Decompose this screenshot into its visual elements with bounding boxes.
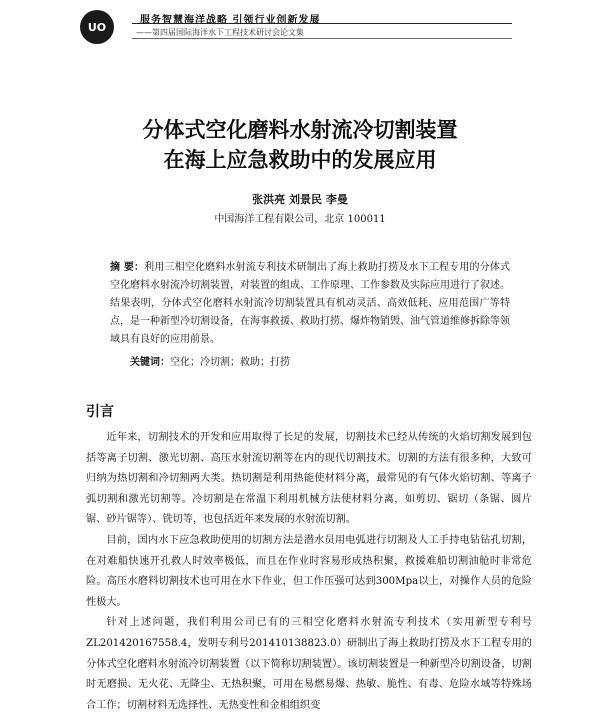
keywords: [130, 353, 290, 368]
paragraph: 针对上述问题，我们利用公司已有的三相空化磨料水射流专利技术（实用新型专利号ZL201420167558.4，发明专利号201410138823.0）研制出了海上救助打捞及水下工程专用的分体式空化磨料水射流冷切割装置（以下简称切割装置）。该切割装置是一种新型冷切割设备，切割时无磨损、无火花、无降尘、无热积聚，可用在易燃易爆、热敏、脆性、有毒、危险水域等特殊场合工作；切割材料无选择性、无热变性和金相组织变: [86, 617, 532, 711]
keywords-text: 空化；冷切割；救助；打捞: [170, 357, 290, 368]
body-text: [86, 428, 532, 716]
header-proceedings: ——第四届国际海洋水下工程技术研讨会论文集: [136, 28, 304, 37]
abstract: [110, 259, 510, 349]
header-rule-top: [132, 23, 512, 24]
keywords-label: 关键词：: [130, 357, 170, 368]
abstract-text: 利用三相空化磨料水射流专利技术研制出了海上救助打捞及水下工程专用的分体式空化磨料水射流冷切割装置，对装置的组成、工作原理、工作参数及实际应用进行了叙述。结果表明，分体式空化磨料水射流冷切割装置具有机动灵活、高效低耗、应用范围广等特点，是一种新型冷切割设备，在海事救援、救助打捞、爆炸物销毁、油气管道维修拆除等领域具有良好的应用前景。: [110, 262, 511, 345]
affiliation: 中国海洋工程有限公司，北京 100011: [214, 214, 386, 225]
paper-title-line1: 分体式空化磨料水射流冷切割装置: [142, 118, 458, 142]
header-rule-bottom: [132, 38, 512, 39]
paper-title-line2: 在海上应急救助中的发展应用: [163, 148, 437, 172]
paragraph: 目前，国内水下应急救助使用的切割方法是潜水员用电弧进行切割及人工手持电钻钻孔切割，在对难船快速开孔救人时效率极低，而且在作业时容易形成热积聚，救援难船切割油舱时非常危险。高压水磨料切割技术也可用在水下作业，但工作压强可达到300Mpa以上，对操作人员的危险性极大。: [86, 534, 532, 608]
section-heading: 引言: [86, 404, 114, 420]
logo-text: UO: [87, 20, 107, 34]
authors: 张洪亮 刘景民 李曼: [252, 193, 348, 206]
journal-logo: [80, 10, 114, 44]
abstract-label: 摘 要：: [110, 262, 145, 273]
header-slogan: 服务智慧海洋战略 引领行业创新发展: [140, 15, 321, 26]
paragraph: 近年来，切割技术的开发和应用取得了长足的发展，切割技术已经从传统的火焰切割发展到包括等离子切割、激光切割、高压水射流切割等在内的现代切割技术。切割的方法有很多种，大致可归纳为热切割和冷切割两大类。热切割是利用热能使材料分离，最常见的有气体火焰切割、等离子弧切割和激光切割等。冷切割是在常温下利用机械方法使材料分离，如剪切、锯切（条锯、圆片锯、砂片锯等）、铣切等，也包括近年来发展的水射流切割。: [86, 432, 532, 526]
